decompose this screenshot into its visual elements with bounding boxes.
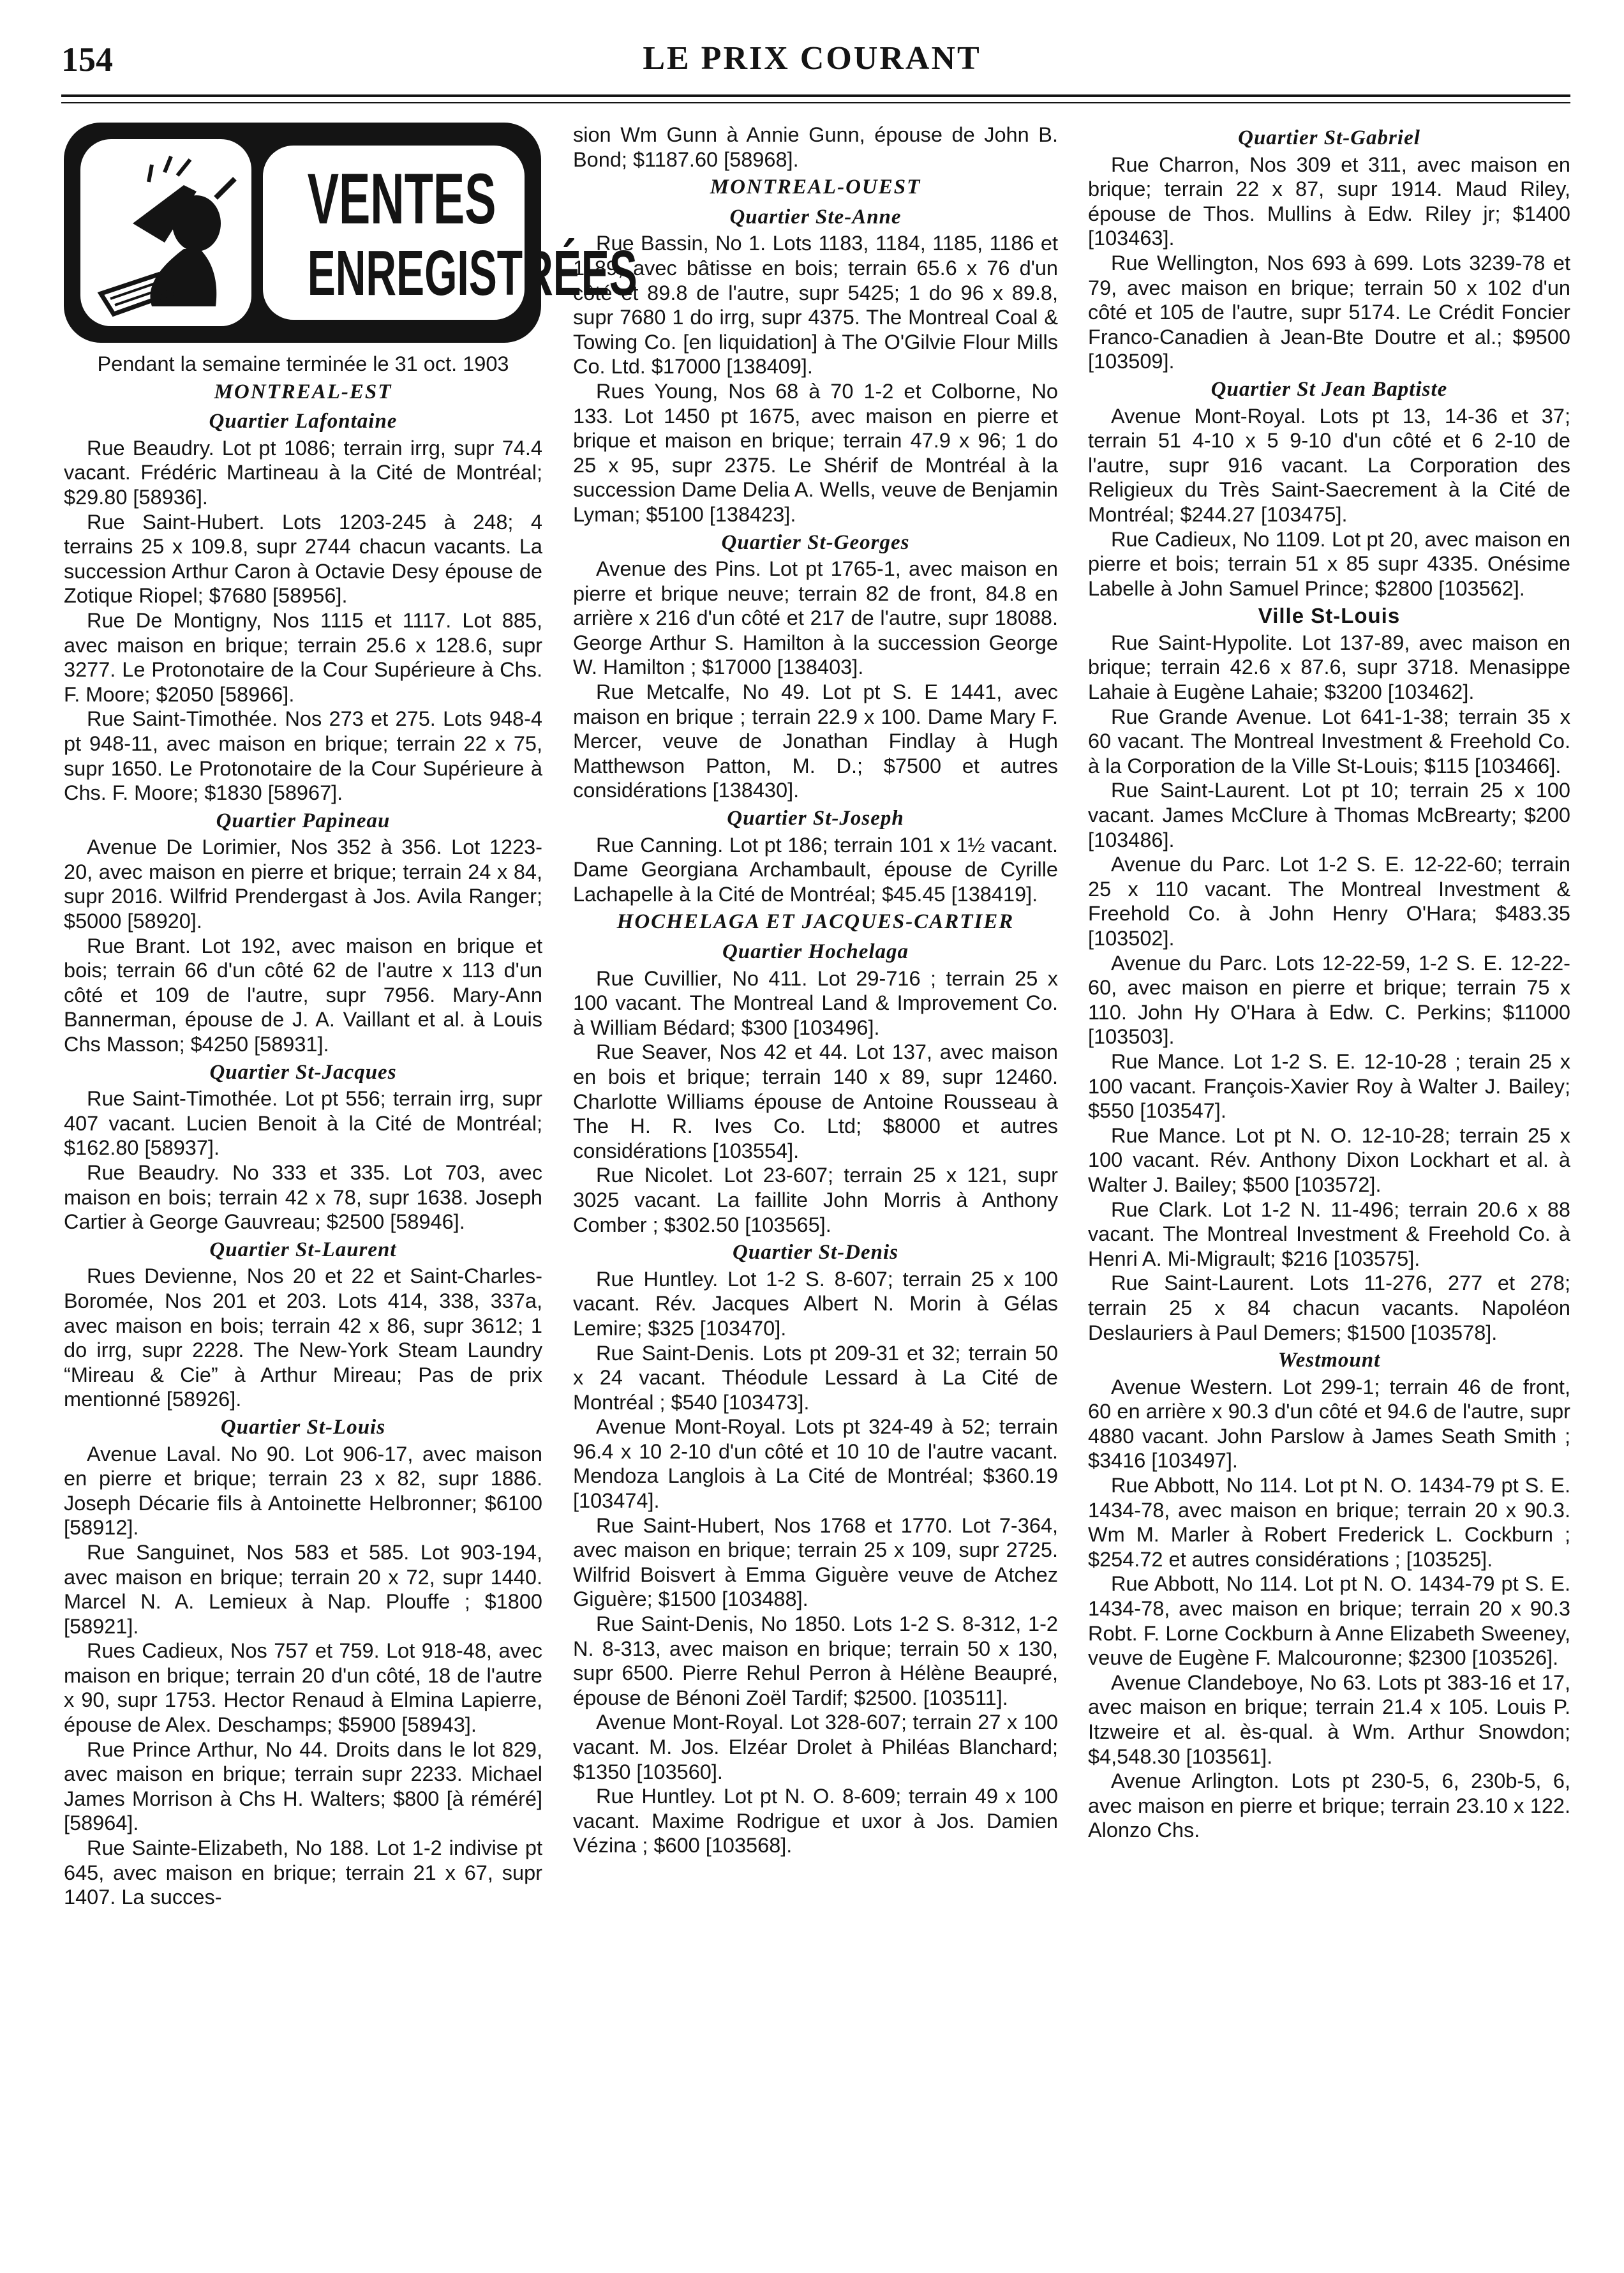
sale-record: Rue Canning. Lot pt 186; terrain 101 x 1½ vacant. Dame Georgiana Archambault, épouse de Cyrille Lachapelle à la Cité de Montréal; $45.45 [138419]. <box>573 833 1064 906</box>
sale-record: sion Wm Gunn à Annie Gunn, épouse de John B. Bond; $1187.60 [58968]. <box>573 123 1064 171</box>
sale-record: Rue Huntley. Lot pt N. O. 8-609; terrain 49 x 100 vacant. Maxime Rodrigue et uxor à Jos. Damien Vézina ; $600 [103568]. <box>573 1785 1064 1857</box>
sale-record: Avenue du Parc. Lots 12-22-59, 1-2 S. E. 12-22-60, avec maison en pierre et brique; terrain 75 x 110. John Hy O'Hara à Edw. C. Perkins; $11000 [103503]. <box>1088 951 1577 1049</box>
sale-record: Rue Saint-Hubert, Nos 1768 et 1770. Lot 7-364, avec maison en brique; terrain 25 x 109, supr 2725. Wilfrid Boisvert à Emma Giguère veuve de Atchez Giguère; $1500 [103488]. <box>573 1513 1064 1611</box>
sale-record: Rue Saint-Hypolite. Lot 137-89, avec maison en brique; terrain 42.6 x 87.6, supr 3718. Menasippe Lahaie à Eugène Lahaie; $3200 [103462]. <box>1088 631 1577 704</box>
section-heading: Westmount <box>1278 1349 1381 1372</box>
sale-record: Rue Abbott, No 114. Lot pt N. O. 1434-79 pt S. E. 1434-78, avec maison en brique; terrain 20 x 90.3 Robt. F. Lorne Cockburn à Anne Elizabeth Sweeney, veuve de Eugène F. Malcouronne; $2300 [103526]. <box>1088 1572 1577 1670</box>
sale-record: Rue Saint-Laurent. Lots 11-276, 277 et 278; terrain 25 x 84 chacun vacants. Napoléon Deslauriers à Paul Demers; $1500 [103578]. <box>1088 1272 1577 1344</box>
sale-record: Avenue De Lorimier, Nos 352 à 356. Lot 1223-20, avec maison en pierre et brique; terrain 24 x 84, supr 2016. Wilfrid Prendergast à Jos. Avila Ranger; $5000 [58920]. <box>64 836 549 933</box>
header-rule-thin <box>61 102 1570 103</box>
sale-record: Rue De Montigny, Nos 1115 et 1117. Lot 885, avec maison en brique; terrain 25.6 x 128.6, supr 3277. Le Protonotaire de la Cour Supérieure à Chs. F. Moore; $2050 [58966]. <box>64 608 549 706</box>
sale-record: Rue Cuvillier, No 411. Lot 29-716 ; terrain 25 x 100 vacant. The Montreal Land & Improvement Co. à William Bédard; $300 [103496]. <box>573 966 1064 1039</box>
sale-record: Rue Metcalfe, No 49. Lot pt S. E 1441, avec maison en brique ; terrain 22.9 x 100. Dame Mary F. Mercer, veuve de Jonathan Findlay à Hugh Matthewson Patton, M. D.; $7500 et autres considérations [138430]. <box>573 680 1064 802</box>
sale-record: Rues Cadieux, Nos 757 et 759. Lot 918-48, avec maison en brique; terrain 20 d'un côté, 18 de l'autre x 90, supr 1753. Hector Renaud à Elmina Lapierre, épouse de Alex. Deschamps; $5900 [58943]. <box>64 1639 549 1737</box>
sale-record: Rue Saint-Denis. Lots pt 209-31 et 32; terrain 50 x 24 vacant. Théodule Lessard à La Cité de Montréal ; $540 [103473]. <box>573 1341 1064 1414</box>
sale-record: Rue Nicolet. Lot 23-607; terrain 25 x 121, supr 3025 vacant. La faillite John Morris à Anthony Comber ; $302.50 [103565]. <box>573 1164 1064 1236</box>
sale-record: Rue Wellington, Nos 693 à 699. Lots 3239-78 et 79, avec maison en brique; terrain 50 x 102 d'un côté et 105 de l'autre, supr 5174. Le Crédit Foncier Franco-Canadien à Jean-Bte Doutre et al.; $9500 [103509]. <box>1088 251 1577 373</box>
sale-record: Rue Saint-Laurent. Lot pt 10; terrain 25 x 100 vacant. James McClure à Thomas McBrearty; $200 [103486]. <box>1088 779 1577 851</box>
sale-record: Rue Cadieux, No 1109. Lot pt 20, avec maison en pierre et bois; terrain 51 x 85 supr 4335. Onésime Labelle à John Samuel Prince; $2800 [103562]. <box>1088 527 1577 600</box>
sale-record: Rue Saint-Hubert. Lots 1203-245 à 248; 4 terrains 25 x 109.8, supr 2744 chacun vacants. La succession Arthur Caron à Octavie Desy épouse de Zotique Riopel; $7680 [58956]. <box>64 510 549 608</box>
sale-record: Avenue Western. Lot 299-1; terrain 46 de front, 60 en arrière x 90.3 d'un côté et 94.6 de l'autre, supr 4880 vacant. John Parslow à James Seath Smith ; $3416 [103497]. <box>1088 1375 1577 1473</box>
sale-record: Rue Huntley. Lot 1-2 S. 8-607; terrain 25 x 100 vacant. Rév. Jacques Albert N. Morin à Gélas Lemire; $325 [103470]. <box>573 1267 1064 1340</box>
page-number: 154 <box>61 40 113 79</box>
sale-record: Rue Prince Arthur, No 44. Droits dans le lot 829, avec maison en brique; terrain supr 2233. Michael James Morrison à Chs H. Walters; $800 [à réméré] [58964]. <box>64 1737 549 1835</box>
logo-title-line-2: ENREGISTRÉES <box>307 237 637 309</box>
section-heading: HOCHELAGA ET JACQUES-CARTIER <box>616 910 1015 934</box>
page-title: LE PRIX COURANT <box>643 40 981 77</box>
ventes-enregistrees-logo <box>64 123 637 343</box>
sale-record: Rue Mance. Lot 1-2 S. E. 12-10-28 ; terain 25 x 100 vacant. François-Xavier Roy à Walter J. Bailey; $550 [103547]. <box>1088 1049 1577 1123</box>
section-heading: Quartier St-Gabriel <box>1238 126 1420 149</box>
sale-record: Rue Beaudry. Lot pt 1086; terrain irrg, supr 74.4 vacant. Frédéric Martineau à la Cité de Montréal; $29.80 [58936]. <box>64 436 549 509</box>
intro-line: Pendant la semaine terminée le 31 oct. 1903 <box>97 352 509 375</box>
sale-record: Avenue des Pins. Lot pt 1765-1, avec maison en pierre et brique neuve; terrain 82 de front, 84.8 en arrière x 216 d'un côté et 217 de l'autre, supr 18088. George Arthur S. Hamilton à la succession George W. Hamilton ; $17000 [138403]. <box>573 557 1064 679</box>
sale-record: Avenue Arlington. Lots pt 230-5, 6, 230b-5, 6, avec maison en pierre et brique; terrain 23.10 x 122. Alonzo Chs. <box>1088 1769 1577 1842</box>
column-right <box>1088 123 1577 1843</box>
sale-record: Rue Brant. Lot 192, avec maison en brique et bois; terrain 66 d'un côté 62 de l'autre x 113 d'un côté et 109 de l'autre, supr 7956. Mary-Ann Bannerman, épouse de J. A. Vaillant et al. à Louis Chs Masson; $4250 [58931]. <box>64 934 549 1056</box>
sale-record: Rue Saint-Denis, No 1850. Lots 1-2 S. 8-312, 1-2 N. 8-313, avec maison en brique; terrain 50 x 130, supr 6500. Pierre Rehul Perron à Hélène Beaupré, épouse de Bénoni Zoël Tardif; $2500. [103511]. <box>573 1612 1064 1709</box>
section-heading: Quartier St-Jacques <box>209 1060 397 1084</box>
sale-record: Rue Beaudry. No 333 et 335. Lot 703, avec maison en bois; terrain 42 x 78, supr 1638. Joseph Cartier à George Gauvreau; $2500 [58946]. <box>64 1161 549 1234</box>
section-heading: Quartier St-Louis <box>220 1415 386 1439</box>
column-middle <box>573 123 1064 1858</box>
sale-record: Rue Mance. Lot pt N. O. 12-10-28; terrain 25 x 100 vacant. Rév. Anthony Dixon Lockhart et al. à Walter J. Bailey; $500 [103572]. <box>1088 1123 1577 1196</box>
header-rule <box>61 94 1570 97</box>
sale-record: Rue Grande Avenue. Lot 641-1-38; terrain 35 x 60 vacant. The Montreal Investment & Freehold Co. à la Corporation de la Ville St-Louis; $115 [103466]. <box>1088 705 1577 777</box>
scribe-quill-icon <box>88 147 244 319</box>
section-heading: Quartier Ste-Anne <box>729 205 902 229</box>
sale-record: Avenue Mont-Royal. Lots pt 324-49 à 52; terrain 96.4 x 10 2-10 d'un côté et 10 10 de l'autre vacant. Mendoza Langlois à La Cité de Montréal; $360.19 [103474]. <box>573 1415 1064 1513</box>
column-left <box>64 123 637 1910</box>
sale-record: Avenue Mont-Royal. Lot 328-607; terrain 27 x 100 vacant. M. Jos. Elzéar Drolet à Philéas Blanchard; $1350 [103560]. <box>573 1711 1064 1783</box>
section-heading: MONTREAL-OUEST <box>710 176 921 199</box>
sale-record: Rue Seaver, Nos 42 et 44. Lot 137, avec maison en bois et brique; terrain 140 x 89, supr 12460. Charlotte Williams épouse de Antoine Rousseau à The H. R. Ives Co. Ltd; $8000 et autres considérations [103554]. <box>573 1040 1064 1162</box>
sale-record: Rue Charron, Nos 309 et 311, avec maison en brique; terrain 22 x 87, supr 1914. Maud Riley, épouse de Thos. Mullins à Edw. Riley jr; $1400 [103463]. <box>1088 153 1577 250</box>
sale-record: Rues Young, Nos 68 à 70 1-2 et Colborne, No 133. Lot 1450 pt 1675, avec maison en pierre et brique et maison en brique; terrain 47.9 x 96; 1 do 25 x 95, supr 2375. Le Shérif de Montréal à la succession Dame Delia A. Wells, veuve de Benjamin Lyman; $5100 [138423]. <box>573 379 1064 526</box>
sale-record: Rue Saint-Timothée. Lot pt 556; terrain irrg, supr 407 vacant. Lucien Benoit à la Cité de Montréal; $162.80 [58937]. <box>64 1087 549 1160</box>
sale-record: Avenue Clandeboye, No 63. Lots pt 383-16 et 17, avec maison en brique; terrain 21.4 x 105. Louis P. Itzweire et al. ès-qual. à Wm. Arthur Snowdon; $4,548.30 [103561]. <box>1088 1670 1577 1768</box>
sale-record: Avenue du Parc. Lot 1-2 S. E. 12-22-60; terrain 25 x 110 vacant. The Montreal Investment & Freehold Co. à John Henry O'Hara; $483.35 [103502]. <box>1088 853 1577 950</box>
sale-record: Rue Bassin, No 1. Lots 1183, 1184, 1185, 1186 et 1189, avec bâtisse en bois; terrain 65.6 x 76 d'un côté et 89.8 de l'autre, supr 5425; 1 do 96 x 89.8, supr 7680 1 do irrg, supr 4375. The Montreal Coal & Towing Co. [en liquidation] à The O'Gilvie Flour Mills Co. Ltd. $17000 [138409]. <box>573 232 1064 379</box>
section-heading: Quartier St-Denis <box>733 1241 898 1264</box>
sale-record: Avenue Laval. No 90. Lot 906-17, avec maison en pierre et brique; terrain 23 x 82, supr 1886. Joseph Décarie fils à Antoinette Helbronner; $6100 [58912]. <box>64 1442 549 1540</box>
logo-title-line-1: VENTES <box>307 159 496 239</box>
section-heading: Quartier Hochelaga <box>722 940 909 963</box>
section-heading: Quartier St-Laurent <box>209 1238 397 1261</box>
sale-record: Rue Clark. Lot 1-2 N. 11-496; terrain 20.6 x 88 vacant. The Montreal Investment & Freehold Co. à Henri A. Mi-Migrault; $216 [103575]. <box>1088 1197 1577 1270</box>
section-heading: Quartier St-Georges <box>721 530 910 554</box>
sale-record: Rues Devienne, Nos 20 et 22 et Saint-Charles-Boromée, Nos 201 et 203. Lots 414, 338, 337a, avec maison en bois; terrain 42 x 86, supr 3612; 1 do irrg, supr 2228. The New-York Steam Laundry “Mireau & Cie” à Arthur Mireau; Pas de prix mentionné [58926]. <box>64 1264 549 1411</box>
sale-record: Rue Abbott, No 114. Lot pt N. O. 1434-79 pt S. E. 1434-78, avec maison en brique; terrain 20 x 90.3. Wm M. Marler à Robert Frederick L. Cockburn ; $254.72 et autres considérations ; [103525]. <box>1088 1474 1577 1571</box>
section-heading: MONTREAL-EST <box>214 380 392 403</box>
sale-record: Rue Sanguinet, Nos 583 et 585. Lot 903-194, avec maison en brique; terrain 20 x 72, supr 1440. Marcel N. A. Lemieux à Nap. Plouffe ; $1800 [58921]. <box>64 1540 549 1638</box>
sale-record: Rue Saint-Timothée. Nos 273 et 275. Lots 948-4 pt 948-11, avec maison en brique; terrain 22 x 75, supr 1650. Le Protonotaire de la Cour Supérieure à Chs. F. Moore; $1830 [58967]. <box>64 707 549 805</box>
sale-record: Avenue Mont-Royal. Lots pt 13, 14-36 et 37; terrain 51 4-10 x 5 9-10 d'un côté et 6 2-10 de l'autre, supr 916 vacant. La Corporation des Religieux du Très Saint-Saecrement à la Cité de Montréal; $244.27 [103475]. <box>1088 404 1577 526</box>
section-heading: Ville St-Louis <box>1258 604 1401 628</box>
section-heading: Quartier Lafontaine <box>209 410 398 433</box>
section-heading: Quartier Papineau <box>216 809 391 832</box>
sale-record: Rue Sainte-Elizabeth, No 188. Lot 1-2 indivise pt 645, avec maison en brique; terrain 21 x 67, supr 1407. La succes- <box>64 1836 549 1909</box>
section-heading: Quartier St Jean Baptiste <box>1211 377 1448 401</box>
section-heading: Quartier St-Joseph <box>727 807 904 830</box>
